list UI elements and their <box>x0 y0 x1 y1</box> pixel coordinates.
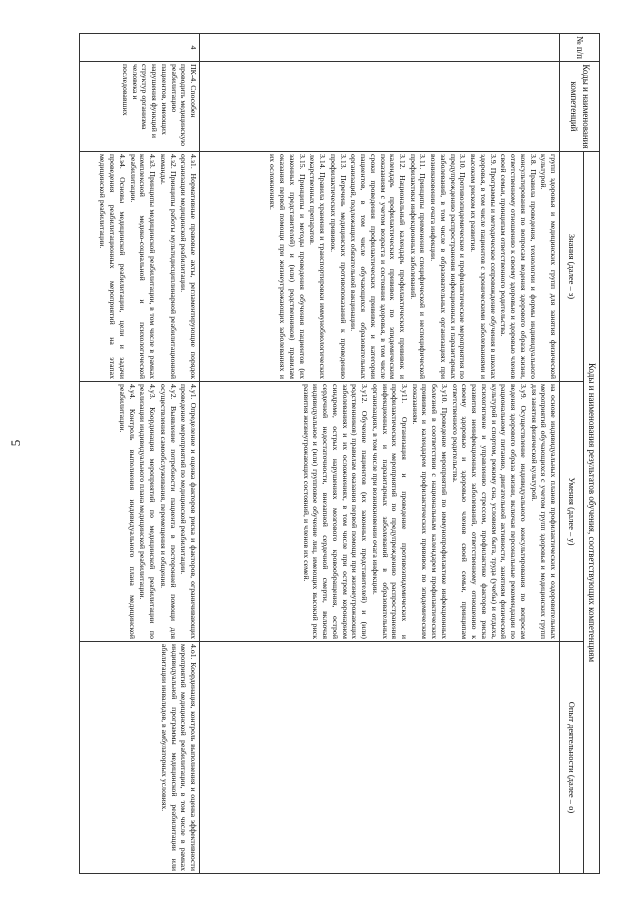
skills-item: 4.у1. Определение и оценка факторов риска и факторов, ограничивающих проведение мероприятий по медицинской реабилитации. <box>179 384 198 639</box>
header-knowledge: Знания (далее – з) <box>560 152 584 382</box>
header-results-group: Коды и наименования результатов обучения, соответствующих компетенциям <box>584 152 600 874</box>
competency-table <box>79 33 600 874</box>
row-number <box>200 34 560 62</box>
competency-cell <box>200 62 560 152</box>
knowledge-item: 3.11. Принципы применения специфической и неспецифической профилактики инфекционных заболеваний. <box>408 154 428 379</box>
knowledge-item: 4.з4. Основы медицинской реабилитации, цели и задачи проведения реабилитационных мероприятий на этапах медицинской реабилитации. <box>98 154 127 379</box>
header-experience: Опыт деятельности (далее – о) <box>560 642 584 874</box>
skills-item: 4.у2. Выявление потребности пациента в посторонней помощи для осуществления самообслуживания, перемещения и общения. <box>158 384 178 639</box>
header-competency: Коды и наименования компетенций <box>560 62 600 152</box>
table-row <box>80 34 200 874</box>
skills-item: 3.у11. Организация и проведение противоэпидемических и профилактических мероприятий по предупреждению распространения инфекционных и паразитарных заболеваний в образовательных организациях, в том числе при возникновении очага инфекции. <box>370 384 409 639</box>
knowledge-item: 3.12. Национальный календарь профилактических прививок и календарь профилактических прививок по эпидемическим показаниям с учетом возраста и состояния здоровья, в том числе сроки проведения профилактических прививок и категории пациентов, в том числе обучающихся образовательных организаций, подлежащих обязательной вакцинации. <box>349 154 407 379</box>
knowledge-cell <box>200 152 560 382</box>
rotated-page <box>80 33 600 873</box>
knowledge-item: 3.8. Правила проведения, технологии и формы индивидуального консультирования по вопросам ведения здорового образа жизни, ответственному отношению к своему здоровью и здоровью членов своей семьи, принципам ответственного родительства. <box>499 154 538 379</box>
row-number: 4 <box>80 34 200 62</box>
skills-item: 3.у12. Обучение пациентов (их законных представителей) и (или) родственников) правилам оказания первой помощи при жизнеугрожающих заболеваниях и их осложнениях, в том числе при остром коронарном синдроме, острых нарушениях мозгового кровообращения, острой сердечной недостаточности, внезапной сердечной смерти, включая индивидуальное и (или) групповое обучение лиц, имеющих высокий риск развития жизнеугрожающих состояний, и членов их семей. <box>301 384 370 639</box>
knowledge-cell <box>80 152 200 382</box>
skills-cell <box>200 382 560 642</box>
knowledge-item: 3.10. Противоэпидемические и профилактические мероприятия по предупреждению распространения инфекционных и паразитарных заболеваний, в том числе в образовательных организациях при возникновении очага инфекции. <box>429 154 468 379</box>
skills-item: на основе индивидуальных планов профилактических и оздоровительных мероприятий обучающихся с учетом групп здоровья и медицинских групп для занятия физической культурой. <box>529 384 558 639</box>
table-row <box>200 34 560 874</box>
knowledge-item: групп здоровья и медицинских групп для занятия физической культурой. <box>539 154 558 379</box>
experience-cell <box>200 642 560 874</box>
skills-item: 4.у4. Контроль выполнения индивидуального плана медицинской реабилитации. <box>117 384 137 639</box>
knowledge-item: 3.9. Программы и методическое сопровождение обучения в школах здоровья, в том числе пациентов с хроническими заболеваниями и высоким риском их развития. <box>469 154 498 379</box>
knowledge-item: 3.13. Перечень медицинских противопоказаний к проведению профилактических прививок. <box>328 154 348 379</box>
skills-item: 4.у3. Координация мероприятий по медицинской реабилитации по реализации индивидуального плана медицинской реабилитации. <box>138 384 158 639</box>
skills-cell <box>80 382 200 642</box>
knowledge-item: 3.14. Правила хранения и транспортировки иммунобиологических лекарственных препаратов. <box>308 154 328 379</box>
knowledge-item: 3.15. Принципы и методы проведения обучения пациентов (их законных представителей) и (или) родственников) правилам оказания первой помощи при жизнеугрожающих заболеваниях и их осложнениях. <box>268 154 307 379</box>
skills-item: 3.у10. Проведение мероприятий по иммунопрофилактике инфекционных болезней в соответствии с национальным календарем профилактических прививок и календарем профилактических прививок по эпидемическим показаниям. <box>410 384 449 639</box>
experience-item: 4.о1. Координация, контроль выполнения и оценка эффективности мероприятий медицинской реабилитации, в том числе в рамках индивидуальной программы медицинской реабилитации или абилитации инвалидов, в амбулаторных условиях. <box>159 644 198 872</box>
competency-cell: ПК-4. Способен проводить медицинскую реабилитацию пациентов, имеющих нарушения функций и структур организма человека и последовавших <box>80 62 200 152</box>
knowledge-item: 4.з2. Принципы работы мультидисциплинарной реабилитационной команды. <box>158 154 178 379</box>
skills-item: 3.у9. Осуществление индивидуального консультирования по вопросам ведения здорового образа жизни, включая персональные рекомендации по рациональному питанию, двигательной активности, занятиям физической культурой и спортом, режиму сна, условиям быта, труда (учебы) и отдыха, психогигиене и управлению стрессом, профилактике факторов риска развития неинфекционных заболеваний, ответственному отношению к своему здоровью и здоровью членов своей семьи, принципам ответственного родительства. <box>450 384 528 639</box>
page-number: 5 <box>8 439 23 447</box>
header-skills: Умения (далее – у) <box>560 382 584 642</box>
knowledge-item: 4.з3. Принципы медицинской реабилитации, в том числе в рамках комплексной медико-социальной и психологической реабилитации. <box>128 154 158 379</box>
experience-cell <box>80 642 200 874</box>
knowledge-item: 4.з1. Нормативные правовые акты, регламентирующие порядок организации медицинской реабилитации. <box>179 154 198 379</box>
header-num: № п/п <box>560 34 600 62</box>
